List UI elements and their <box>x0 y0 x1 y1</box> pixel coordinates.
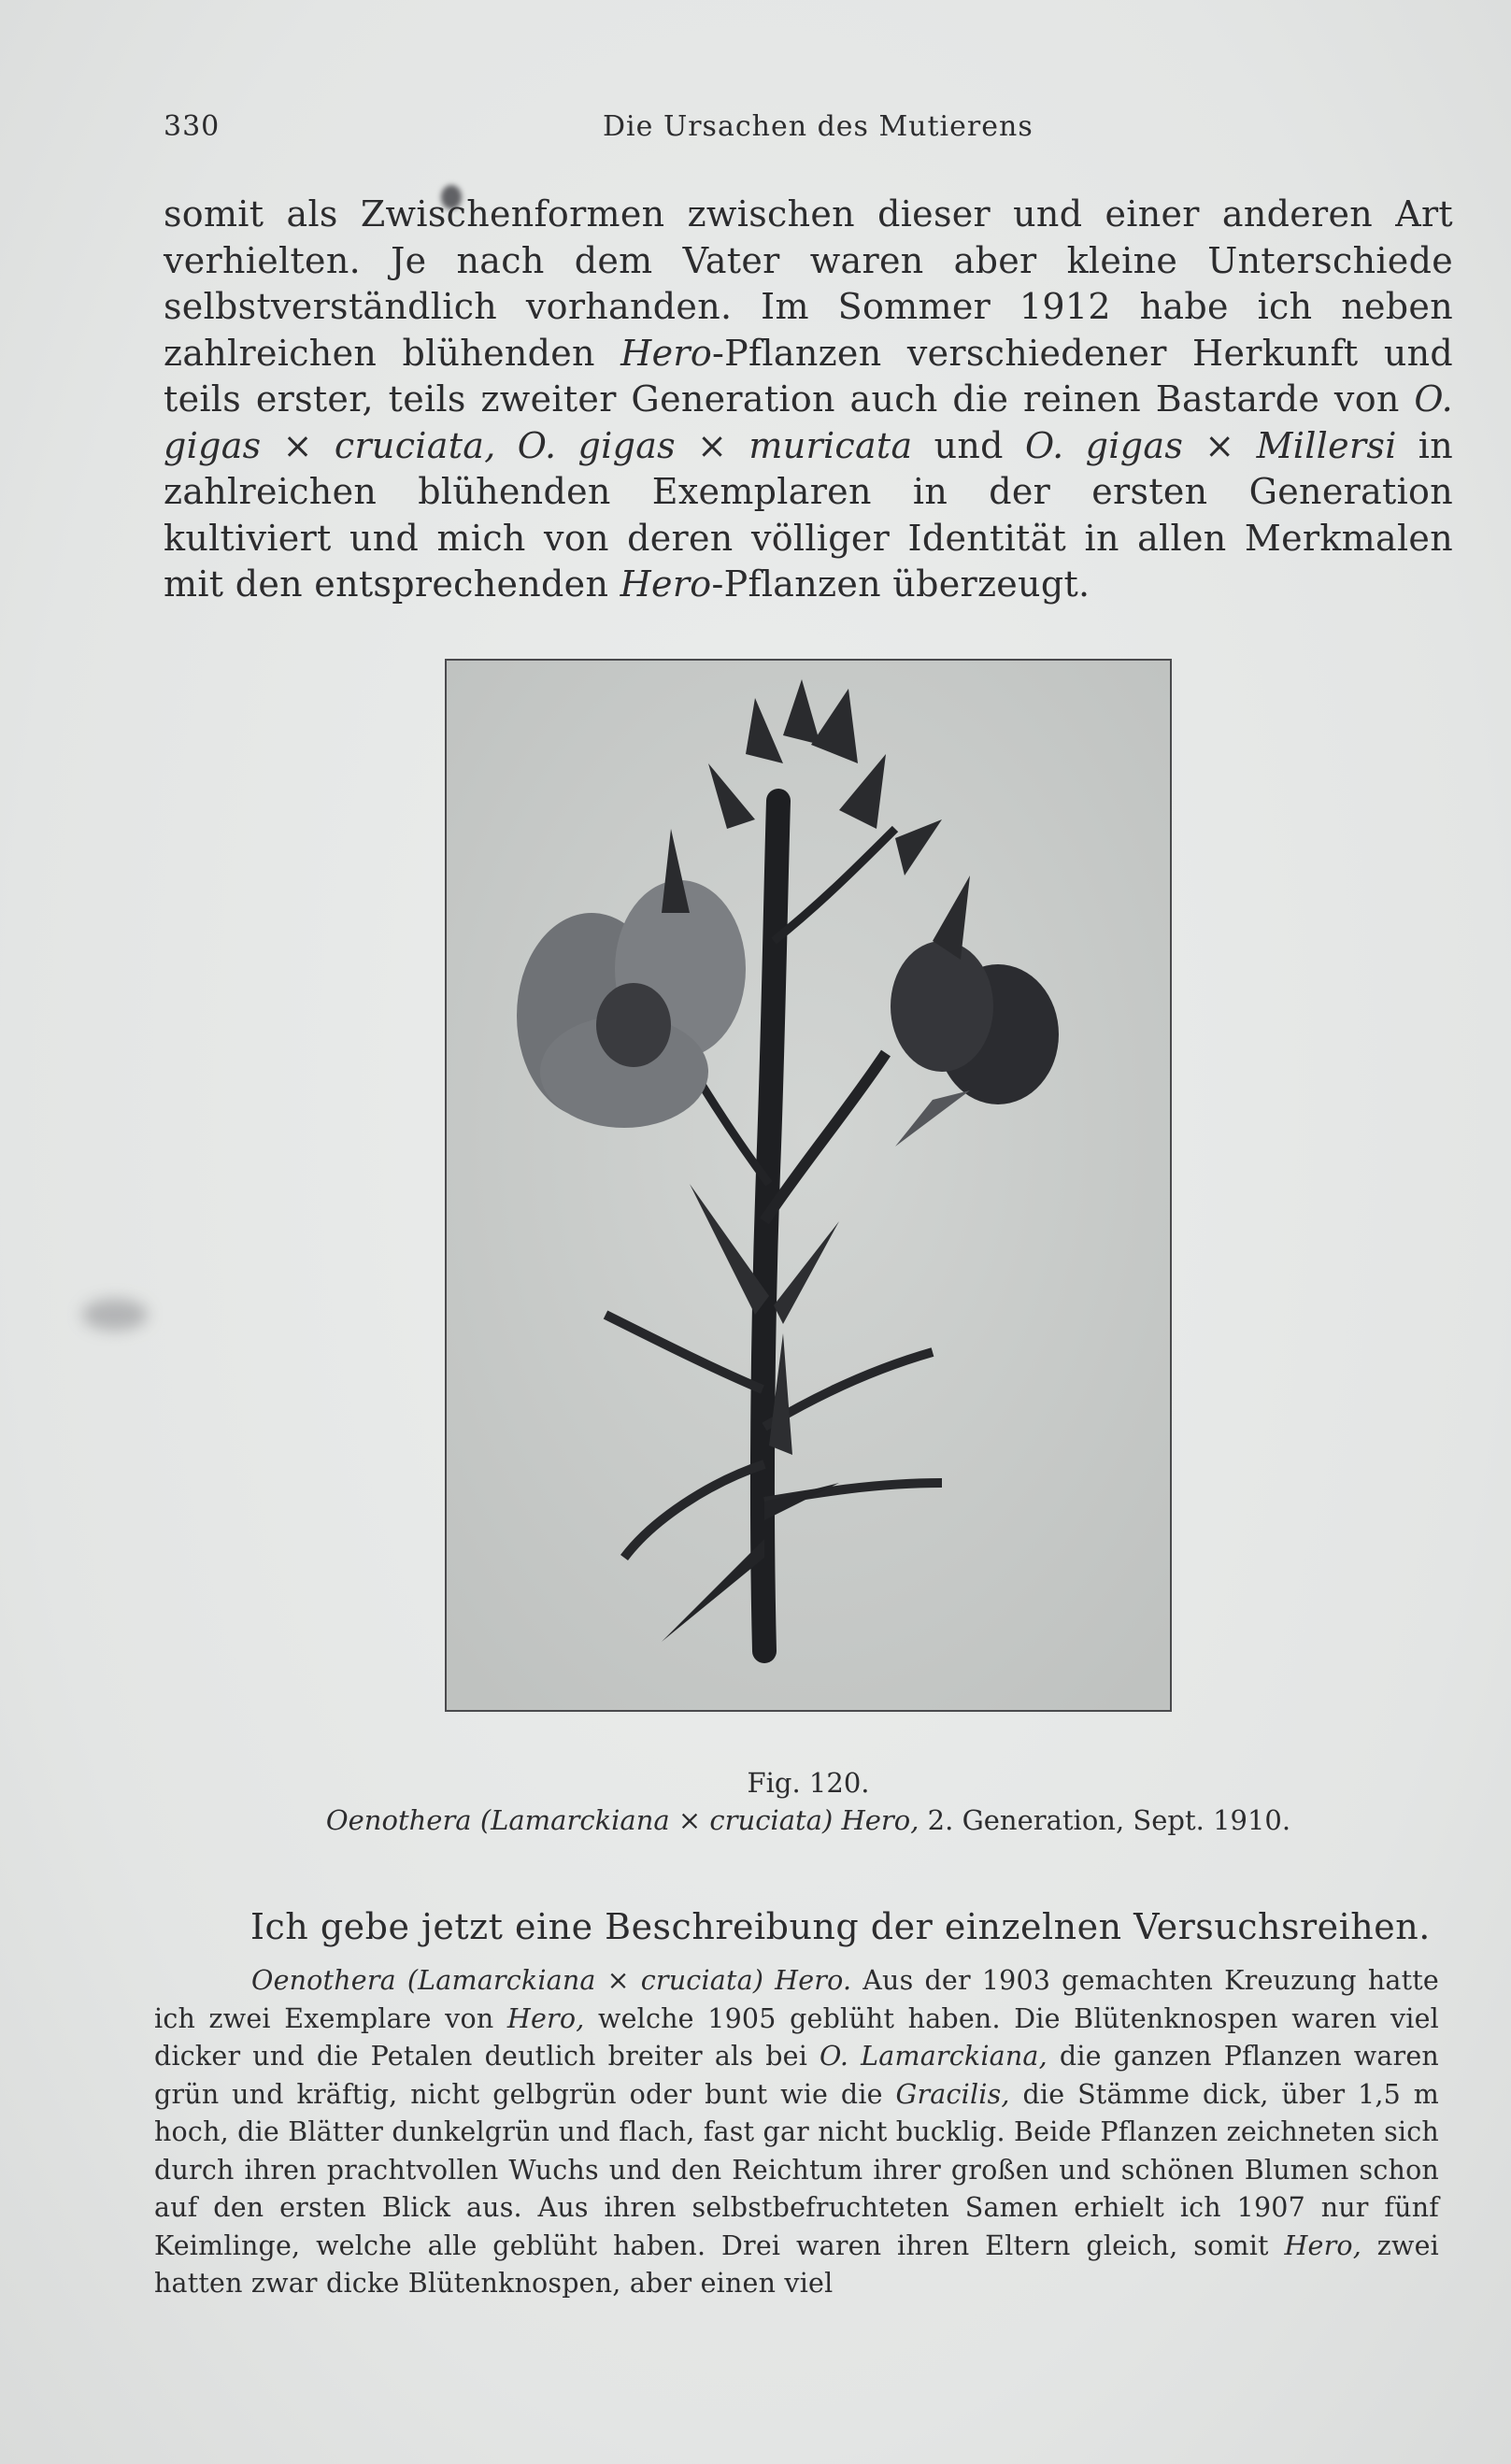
top-paragraph <box>164 192 1453 608</box>
italic-term: O. gigas × cruciata, O. gigas × muricata <box>164 378 1453 466</box>
paragraph-title: Oenothera (Lamarckiana × cruciata) Hero. <box>251 1965 852 1996</box>
page-header <box>164 110 1453 157</box>
italic-term: Hero, <box>506 2002 585 2034</box>
text-run: die ganzen Pflanzen waren grün und kräftig, nicht gelbgrün oder bunt wie die <box>154 2041 1439 2110</box>
text-run: somit als Zwischenformen zwischen dieser und einer anderen Art verhielten. Je nach dem Vater waren aber kleine Unterschiede selbstverständlich vorhanden. Im Sommer 1912 habe ich neben zahlreichen blühenden <box>164 193 1453 374</box>
italic-term: Hero <box>620 563 712 605</box>
body-paragraph <box>154 1962 1439 2303</box>
italic-term: Gracilis, <box>895 2078 1010 2110</box>
italic-term: Hero, <box>1284 2229 1362 2261</box>
italic-term: Hero <box>620 332 713 374</box>
text-run: zwei hatten zwar dicke Blütenknospen, aber einen viel <box>154 2229 1439 2299</box>
text-run: -Pflanzen überzeugt. <box>711 563 1090 605</box>
section-intro: Ich gebe jetzt eine Beschreibung der einzelnen Versuchsreihen. <box>250 1906 1431 1947</box>
figure-label: Fig. 120. <box>747 1767 870 1799</box>
text-run: -Pflanzen verschiedener Herkunft und teils erster, teils zweiter Generation auch die reinen Bastarde von <box>164 332 1454 420</box>
flower-illustration <box>447 661 1170 1710</box>
figure-description <box>164 1802 1453 1839</box>
ink-smudge <box>82 1299 148 1331</box>
text-run: in zahlreichen blühenden Exemplaren in der ersten Generation kultiviert und mich von deren völliger Identität in allen Merkmalen mit den entsprechenden <box>164 424 1454 605</box>
caption-details: 2. Generation, Sept. 1910. <box>919 1804 1291 1836</box>
running-head: Die Ursachen des Mutierens <box>603 110 1033 143</box>
text-run: welche 1905 geblüht haben. Die Blütenknospen waren viel dicker und die Petalen deutlich breiter als bei <box>154 2002 1439 2072</box>
text-run: Aus der 1903 gemachten Kreuzung hatte ich zwei Exemplare von <box>154 1965 1439 2034</box>
italic-term: O. Lamarckiana, <box>820 2041 1048 2072</box>
text-run: die Stämme dick, über 1,5 m hoch, die Blätter dunkelgrün und flach, fast gar nicht bucklig. Beide Pflanzen zeichneten sich durch ihren prachtvollen Wuchs und den Reichtum ihrer großen und schönen Blumen schon auf den ersten Blick aus. Aus ihren selbstbefruchteten Samen erhielt ich 1907 nur fünf Keimlinge, welche alle geblüht haben. Drei waren ihren Eltern gleich, somit <box>154 2078 1439 2261</box>
figure-photo-oenothera <box>445 659 1172 1712</box>
figure-caption <box>164 1764 1453 1839</box>
text-run: und <box>912 424 1025 466</box>
caption-species: Oenothera (Lamarckiana × cruciata) Hero, <box>325 1804 919 1836</box>
page-number: 330 <box>164 110 221 143</box>
italic-term: O. gigas × Millersi <box>1024 424 1397 466</box>
